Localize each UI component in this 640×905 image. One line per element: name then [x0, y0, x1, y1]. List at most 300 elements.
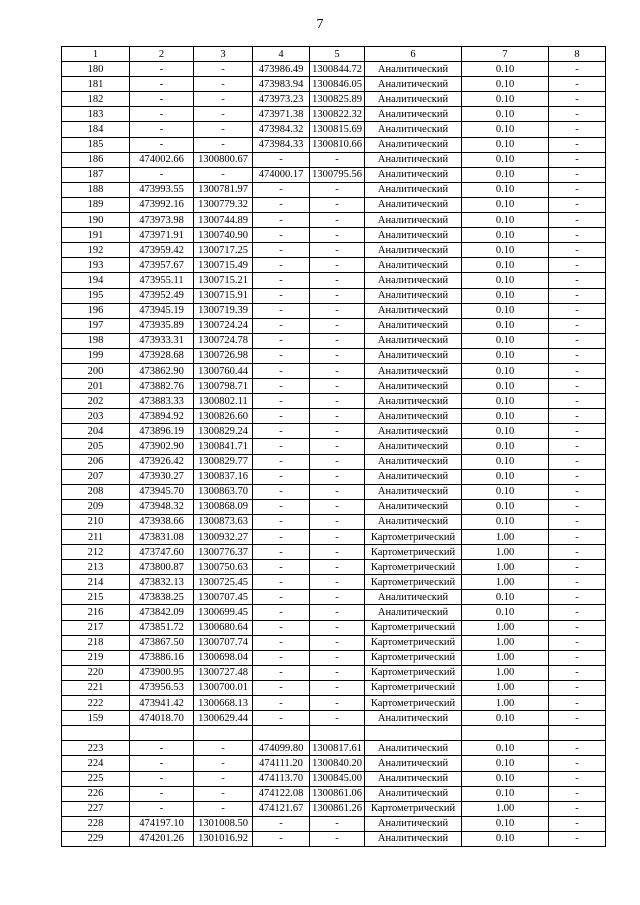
cell-x-new: -	[253, 409, 310, 424]
cell-y-existing: 1300932.27	[194, 530, 253, 545]
cell-y-new: 1300795.56	[310, 167, 365, 182]
cell-y-new: -	[310, 152, 365, 167]
cell-accuracy: 0.10	[462, 469, 549, 484]
cell-accuracy: 0.10	[462, 484, 549, 499]
table-row	[62, 152, 606, 167]
cell-y-existing: 1300629.44	[194, 711, 253, 726]
cell-method: Аналитический	[365, 318, 462, 333]
table-row	[62, 484, 606, 499]
cell-method: Аналитический	[365, 514, 462, 529]
cell-accuracy: 0.10	[462, 711, 549, 726]
cell-y-new: -	[310, 273, 365, 288]
cell-x-new: 474113.70	[253, 771, 310, 786]
cell-x-new: -	[253, 816, 310, 831]
cell-accuracy: 0.10	[462, 152, 549, 167]
cell-y-new: 1300861.26	[310, 801, 365, 816]
cell-point-number: 220	[62, 665, 130, 680]
table-row	[62, 213, 606, 228]
cell-method: Аналитический	[365, 348, 462, 363]
cell-method: Аналитический	[365, 107, 462, 122]
table-row	[62, 801, 606, 816]
cell-x-new: -	[253, 152, 310, 167]
cell-y-new: -	[310, 696, 365, 711]
cell-x-existing: 473992.16	[130, 197, 194, 212]
cell-y-new: -	[310, 333, 365, 348]
cell-x-new: -	[253, 273, 310, 288]
cell-method: Аналитический	[365, 816, 462, 831]
cell-y-new: -	[310, 288, 365, 303]
cell-y-new: 1300817.61	[310, 741, 365, 756]
page-number: 7	[316, 17, 324, 32]
cell-accuracy: 1.00	[462, 575, 549, 590]
cell-description: -	[549, 167, 606, 182]
cell-x-existing: -	[130, 122, 194, 137]
cell-x-new: -	[253, 288, 310, 303]
table-row	[62, 137, 606, 152]
cell-point-number: 196	[62, 303, 130, 318]
cell-point-number: 219	[62, 650, 130, 665]
cell-description: -	[549, 454, 606, 469]
cell-x-new: -	[253, 590, 310, 605]
table-row	[62, 409, 606, 424]
cell-method: Аналитический	[365, 273, 462, 288]
cell-point-number: 215	[62, 590, 130, 605]
cell-y-new: -	[310, 605, 365, 620]
cell-y-existing: 1300760.44	[194, 363, 253, 378]
cell-x-new: -	[253, 635, 310, 650]
cell-description: -	[549, 590, 606, 605]
cell-x-existing: 473952.49	[130, 288, 194, 303]
cell-x-new	[253, 726, 310, 741]
cell-point-number: 224	[62, 756, 130, 771]
cell-x-existing: 474002.66	[130, 152, 194, 167]
cell-y-existing: 1300715.21	[194, 273, 253, 288]
cell-accuracy: 1.00	[462, 635, 549, 650]
table-row	[62, 258, 606, 273]
cell-method: Картометрический	[365, 650, 462, 665]
cell-y-existing: 1300873.63	[194, 514, 253, 529]
cell-y-existing: -	[194, 801, 253, 816]
cell-y-existing: 1300800.67	[194, 152, 253, 167]
cell-method: Аналитический	[365, 409, 462, 424]
table-row	[62, 530, 606, 545]
table-row	[62, 77, 606, 92]
table-row	[62, 680, 606, 695]
cell-y-existing: 1300707.45	[194, 590, 253, 605]
cell-accuracy: 0.10	[462, 77, 549, 92]
cell-x-new: 473984.33	[253, 137, 310, 152]
cell-x-new: -	[253, 394, 310, 409]
cell-point-number: 207	[62, 469, 130, 484]
cell-x-existing: 473838.25	[130, 590, 194, 605]
cell-x-existing: 473971.91	[130, 228, 194, 243]
cell-description: -	[549, 122, 606, 137]
cell-point-number: 209	[62, 499, 130, 514]
table-row	[62, 273, 606, 288]
header-cell: 7	[462, 47, 549, 62]
cell-x-existing: 473941.42	[130, 696, 194, 711]
cell-method: Аналитический	[365, 167, 462, 182]
cell-method: Картометрический	[365, 680, 462, 695]
cell-accuracy: 0.10	[462, 197, 549, 212]
cell-accuracy: 0.10	[462, 394, 549, 409]
cell-y-existing: 1300727.48	[194, 665, 253, 680]
cell-x-existing: 473851.72	[130, 620, 194, 635]
cell-accuracy: 0.10	[462, 379, 549, 394]
cell-description: -	[549, 92, 606, 107]
cell-y-new: -	[310, 831, 365, 846]
cell-description: -	[549, 77, 606, 92]
cell-point-number: 210	[62, 514, 130, 529]
cell-y-new: -	[310, 303, 365, 318]
cell-y-new: -	[310, 530, 365, 545]
table-row	[62, 394, 606, 409]
cell-y-new: -	[310, 590, 365, 605]
cell-description: -	[549, 680, 606, 695]
cell-x-new: -	[253, 182, 310, 197]
table-row	[62, 243, 606, 258]
cell-point-number: 228	[62, 816, 130, 831]
cell-x-existing: 473902.90	[130, 439, 194, 454]
cell-y-new: -	[310, 545, 365, 560]
table-row	[62, 665, 606, 680]
cell-description: -	[549, 243, 606, 258]
cell-y-new: -	[310, 258, 365, 273]
cell-x-new: -	[253, 650, 310, 665]
cell-method: Аналитический	[365, 77, 462, 92]
cell-description: -	[549, 424, 606, 439]
cell-y-new: -	[310, 439, 365, 454]
cell-y-existing: 1300724.78	[194, 333, 253, 348]
cell-x-new: -	[253, 439, 310, 454]
table-row	[62, 605, 606, 620]
cell-point-number: 204	[62, 424, 130, 439]
cell-accuracy: 0.10	[462, 243, 549, 258]
cell-y-existing: -	[194, 92, 253, 107]
cell-accuracy: 1.00	[462, 696, 549, 711]
table-row	[62, 831, 606, 846]
cell-description	[549, 726, 606, 741]
cell-y-existing: 1300826.60	[194, 409, 253, 424]
empty-separator-row	[62, 726, 606, 741]
cell-point-number	[62, 726, 130, 741]
cell-y-existing: 1300802.11	[194, 394, 253, 409]
table-row	[62, 439, 606, 454]
cell-method: Аналитический	[365, 137, 462, 152]
header-row	[62, 47, 606, 62]
cell-y-existing: -	[194, 741, 253, 756]
cell-y-existing: 1301016.92	[194, 831, 253, 846]
table-row	[62, 771, 606, 786]
table-row	[62, 348, 606, 363]
cell-y-existing	[194, 726, 253, 741]
cell-x-existing: -	[130, 801, 194, 816]
cell-point-number: 189	[62, 197, 130, 212]
cell-y-existing: 1300863.70	[194, 484, 253, 499]
cell-y-existing: 1300779.32	[194, 197, 253, 212]
cell-x-new: -	[253, 620, 310, 635]
table-row	[62, 379, 606, 394]
cell-method: Аналитический	[365, 499, 462, 514]
cell-y-new: -	[310, 711, 365, 726]
cell-accuracy: 1.00	[462, 650, 549, 665]
cell-description: -	[549, 575, 606, 590]
table-row	[62, 575, 606, 590]
cell-x-new: 474099.80	[253, 741, 310, 756]
cell-point-number: 217	[62, 620, 130, 635]
cell-y-existing: 1300717.25	[194, 243, 253, 258]
cell-y-existing: 1300719.39	[194, 303, 253, 318]
cell-accuracy: 1.00	[462, 665, 549, 680]
cell-x-existing: -	[130, 92, 194, 107]
cell-x-new: -	[253, 484, 310, 499]
cell-point-number: 226	[62, 786, 130, 801]
cell-method: Аналитический	[365, 333, 462, 348]
cell-x-new: -	[253, 831, 310, 846]
cell-y-new: 1300845.00	[310, 771, 365, 786]
cell-x-existing: 473896.19	[130, 424, 194, 439]
header-cell: 3	[194, 47, 253, 62]
cell-accuracy	[462, 726, 549, 741]
cell-x-existing: -	[130, 771, 194, 786]
cell-x-new: -	[253, 696, 310, 711]
cell-y-new: -	[310, 650, 365, 665]
cell-point-number: 188	[62, 182, 130, 197]
table-row	[62, 696, 606, 711]
cell-method: Картометрический	[365, 620, 462, 635]
cell-x-existing: 473935.89	[130, 318, 194, 333]
cell-description: -	[549, 318, 606, 333]
cell-y-existing: 1300715.49	[194, 258, 253, 273]
cell-y-existing: -	[194, 122, 253, 137]
cell-method: Аналитический	[365, 605, 462, 620]
cell-y-new: -	[310, 816, 365, 831]
cell-description: -	[549, 484, 606, 499]
cell-description: -	[549, 514, 606, 529]
cell-description: -	[549, 363, 606, 378]
cell-y-new: 1300844.72	[310, 62, 365, 77]
cell-y-existing: 1300725.45	[194, 575, 253, 590]
cell-accuracy: 0.10	[462, 228, 549, 243]
cell-method: Картометрический	[365, 575, 462, 590]
cell-x-new: -	[253, 711, 310, 726]
cell-y-existing: 1300868.09	[194, 499, 253, 514]
cell-y-new: 1300825.89	[310, 92, 365, 107]
cell-accuracy: 0.10	[462, 122, 549, 137]
cell-point-number: 197	[62, 318, 130, 333]
cell-x-new: -	[253, 665, 310, 680]
cell-point-number: 208	[62, 484, 130, 499]
cell-y-existing: 1300715.91	[194, 288, 253, 303]
table-row	[62, 122, 606, 137]
cell-y-new: -	[310, 379, 365, 394]
cell-y-existing: 1300750.63	[194, 560, 253, 575]
cell-method: Аналитический	[365, 756, 462, 771]
table-row	[62, 560, 606, 575]
table-row	[62, 499, 606, 514]
cell-x-existing: 473747.60	[130, 545, 194, 560]
cell-y-new: 1300822.32	[310, 107, 365, 122]
cell-y-existing: -	[194, 77, 253, 92]
cell-description: -	[549, 273, 606, 288]
cell-x-new: -	[253, 454, 310, 469]
cell-x-existing: 473831.08	[130, 530, 194, 545]
cell-x-existing: 473886.16	[130, 650, 194, 665]
cell-accuracy: 0.10	[462, 363, 549, 378]
cell-point-number: 199	[62, 348, 130, 363]
cell-description: -	[549, 213, 606, 228]
cell-method: Картометрический	[365, 545, 462, 560]
cell-y-new: -	[310, 424, 365, 439]
cell-point-number: 186	[62, 152, 130, 167]
cell-x-new: -	[253, 545, 310, 560]
cell-description: -	[549, 469, 606, 484]
cell-accuracy: 1.00	[462, 801, 549, 816]
cell-x-existing: 473957.67	[130, 258, 194, 273]
cell-x-new: 473973.23	[253, 92, 310, 107]
cell-accuracy: 0.10	[462, 258, 549, 273]
cell-y-existing: -	[194, 167, 253, 182]
cell-accuracy: 0.10	[462, 605, 549, 620]
cell-y-new: -	[310, 182, 365, 197]
header-cell: 1	[62, 47, 130, 62]
cell-x-new: -	[253, 575, 310, 590]
cell-point-number: 206	[62, 454, 130, 469]
table-row	[62, 545, 606, 560]
cell-method: Аналитический	[365, 62, 462, 77]
cell-y-existing: 1300829.24	[194, 424, 253, 439]
cell-method: Аналитический	[365, 439, 462, 454]
cell-y-existing: 1300726.98	[194, 348, 253, 363]
cell-x-new: 474122.08	[253, 786, 310, 801]
cell-y-new: -	[310, 575, 365, 590]
cell-x-new: -	[253, 363, 310, 378]
cell-x-existing: -	[130, 786, 194, 801]
cell-method: Аналитический	[365, 590, 462, 605]
cell-x-new: 474000.17	[253, 167, 310, 182]
cell-point-number: 194	[62, 273, 130, 288]
cell-x-new: 473984.32	[253, 122, 310, 137]
cell-method: Аналитический	[365, 228, 462, 243]
cell-x-existing: 473883.33	[130, 394, 194, 409]
cell-description: -	[549, 409, 606, 424]
cell-accuracy: 0.10	[462, 348, 549, 363]
cell-x-new: 473971.38	[253, 107, 310, 122]
cell-x-new: -	[253, 605, 310, 620]
cell-x-existing: 473842.09	[130, 605, 194, 620]
cell-y-existing: 1300837.16	[194, 469, 253, 484]
cell-x-existing: 473948.32	[130, 499, 194, 514]
cell-description: -	[549, 228, 606, 243]
cell-method: Аналитический	[365, 424, 462, 439]
cell-method: Картометрический	[365, 665, 462, 680]
cell-y-existing: 1300744.89	[194, 213, 253, 228]
cell-point-number: 184	[62, 122, 130, 137]
cell-y-new: -	[310, 469, 365, 484]
cell-y-existing: 1300829.77	[194, 454, 253, 469]
cell-x-existing: 473993.55	[130, 182, 194, 197]
cell-y-new: -	[310, 665, 365, 680]
table-row	[62, 711, 606, 726]
cell-x-new: 474121.67	[253, 801, 310, 816]
cell-method: Аналитический	[365, 469, 462, 484]
cell-accuracy: 1.00	[462, 530, 549, 545]
cell-accuracy: 0.10	[462, 333, 549, 348]
cell-x-new: -	[253, 499, 310, 514]
cell-method: Аналитический	[365, 182, 462, 197]
cell-y-existing: 1300698.04	[194, 650, 253, 665]
table-row	[62, 363, 606, 378]
cell-point-number: 223	[62, 741, 130, 756]
cell-x-existing: -	[130, 77, 194, 92]
cell-y-new: -	[310, 514, 365, 529]
cell-method: Аналитический	[365, 122, 462, 137]
cell-description: -	[549, 741, 606, 756]
table-row	[62, 62, 606, 77]
cell-description: -	[549, 650, 606, 665]
cell-y-existing: 1300700.01	[194, 680, 253, 695]
cell-x-new: -	[253, 318, 310, 333]
cell-y-new: -	[310, 243, 365, 258]
cell-method: Картометрический	[365, 530, 462, 545]
header-cell: 8	[549, 47, 606, 62]
cell-point-number: 205	[62, 439, 130, 454]
cell-x-existing: 473862.90	[130, 363, 194, 378]
cell-x-new: -	[253, 243, 310, 258]
cell-x-new: -	[253, 303, 310, 318]
cell-x-new: -	[253, 348, 310, 363]
table-row	[62, 197, 606, 212]
cell-y-existing: -	[194, 137, 253, 152]
cell-point-number: 191	[62, 228, 130, 243]
cell-accuracy: 0.10	[462, 318, 549, 333]
cell-y-new	[310, 726, 365, 741]
cell-y-existing: 1300841.71	[194, 439, 253, 454]
cell-method: Картометрический	[365, 801, 462, 816]
cell-point-number: 183	[62, 107, 130, 122]
cell-x-existing: -	[130, 137, 194, 152]
cell-description: -	[549, 605, 606, 620]
cell-y-existing: 1301008.50	[194, 816, 253, 831]
cell-y-new: -	[310, 454, 365, 469]
cell-x-existing: -	[130, 756, 194, 771]
cell-y-existing: 1300781.97	[194, 182, 253, 197]
cell-point-number: 225	[62, 771, 130, 786]
table-row	[62, 333, 606, 348]
cell-y-existing: 1300724.24	[194, 318, 253, 333]
cell-method: Аналитический	[365, 363, 462, 378]
cell-accuracy: 0.10	[462, 756, 549, 771]
cell-x-existing: -	[130, 741, 194, 756]
cell-x-existing: 473928.68	[130, 348, 194, 363]
cell-point-number: 187	[62, 167, 130, 182]
table-row	[62, 620, 606, 635]
cell-description: -	[549, 771, 606, 786]
cell-accuracy: 0.10	[462, 107, 549, 122]
cell-description: -	[549, 545, 606, 560]
cell-point-number: 203	[62, 409, 130, 424]
cell-point-number: 221	[62, 680, 130, 695]
cell-y-new: 1300861.06	[310, 786, 365, 801]
cell-x-new: 473986.49	[253, 62, 310, 77]
header-cell: 2	[130, 47, 194, 62]
cell-y-existing: 1300740.90	[194, 228, 253, 243]
cell-y-new: -	[310, 560, 365, 575]
cell-y-new: -	[310, 318, 365, 333]
cell-method: Аналитический	[365, 258, 462, 273]
cell-x-existing: 474197.10	[130, 816, 194, 831]
cell-description: -	[549, 137, 606, 152]
